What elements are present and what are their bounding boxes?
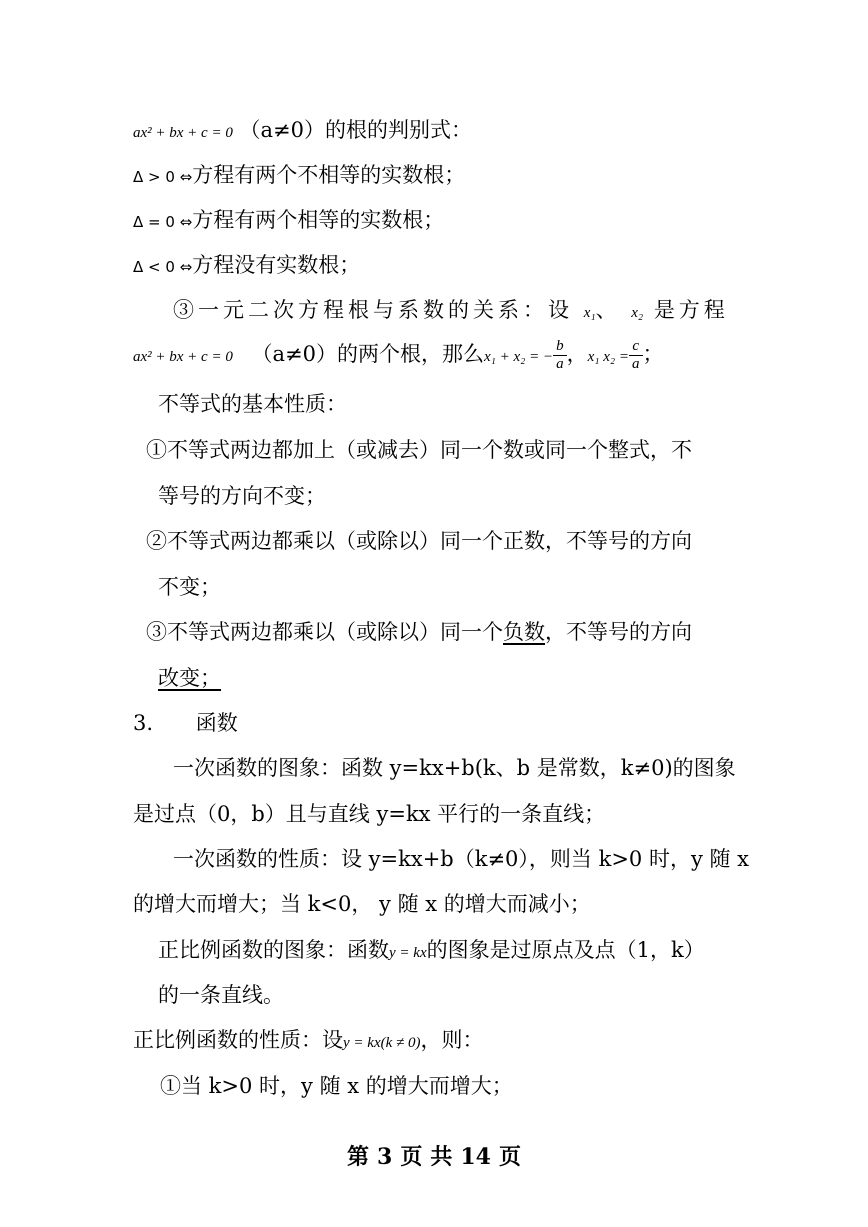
proportional-property-1: ①当 k>0 时，y 随 x 的增大而增大；: [160, 1074, 513, 1098]
underlined-negative: 负数: [503, 620, 545, 644]
linear-graph: 一次函数的图象：函数 y=kx+b(k、b 是常数，k≠0)的图象: [173, 756, 736, 780]
discriminant-intro: [133, 116, 472, 147]
root-x2: x₂: [631, 305, 644, 321]
proportional-property: 正比例函数的性质：设y = kx(k ≠ 0)，则：: [133, 1028, 484, 1052]
vieta-formula: [133, 338, 664, 373]
inequality-rule-2: ②不等式两边都乘以（或除以）同一个正数，不等号的方向: [146, 529, 692, 553]
current-page: 3: [377, 1144, 393, 1170]
fraction-b-over-a: $\frac{b}{a}$: [553, 338, 567, 373]
delta-negative-text: 方程没有实数根；: [192, 253, 361, 277]
section-number: 3.: [133, 711, 154, 735]
delta-positive-text: 方程有两个不相等的实数根；: [192, 163, 466, 187]
vieta-intro-suffix: 是方程: [653, 298, 729, 322]
discriminant-intro-text: （a≠0）的根的判别式：: [239, 118, 473, 142]
delta-negative-math: Δ < 0 ⇔: [133, 258, 193, 276]
inequality-rule-1-cont: 等号的方向不变；: [158, 484, 326, 508]
total-pages: 14: [460, 1144, 491, 1170]
quadratic-equation: ax² + bx + c = 0: [133, 125, 233, 141]
proportional-formula-2: y = kx(k ≠ 0): [343, 1035, 421, 1051]
delta-positive-math: Δ > 0 ⇔: [133, 168, 193, 186]
root-sum: x₁ + x₂ = −: [484, 349, 554, 365]
section-title: 函数: [195, 711, 238, 735]
vieta-comma: ，: [566, 342, 588, 366]
vieta-end: ；: [642, 342, 664, 366]
delta-zero-text: 方程有两个相等的实数根；: [192, 208, 445, 232]
delta-zero: [133, 206, 444, 236]
vieta-intro-text: ③一元二次方程根与系数的关系：设: [173, 298, 573, 322]
inequality-heading: 不等式的基本性质：: [158, 392, 347, 416]
inequality-rule-2-cont: 不变；: [158, 575, 221, 599]
proportional-graph-cont: 的一条直线。: [158, 983, 284, 1007]
section-heading-functions: [133, 709, 238, 737]
linear-graph-cont: 是过点（0，b）且与直线 y=kx 平行的一条直线；: [133, 802, 606, 826]
inequality-rule-3-cont: 改变；: [158, 666, 221, 690]
delta-zero-math: Δ = 0 ⇔: [133, 213, 193, 231]
vieta-intro: [173, 296, 729, 327]
proportional-graph: 正比例函数的图象：函数y = kx的图象是过原点及点（1，k）: [158, 938, 705, 962]
delta-positive: [133, 161, 465, 191]
root-product: x₁ x₂ =: [587, 349, 630, 365]
inequality-rule-1: ①不等式两边都加上（或减去）同一个数或同一个整式，不: [146, 438, 692, 462]
quadratic-equation-2: ax² + bx + c = 0: [133, 349, 233, 365]
page-footer: 第 3 页 共 14 页: [347, 1144, 521, 1170]
linear-property-cont: 的增大而增大；当 k<0， y 随 x 的增大而减小；: [133, 892, 591, 916]
linear-property: 一次函数的性质：设 y=kx+b（k≠0），则当 k>0 时，y 随 x: [173, 847, 750, 871]
vieta-formula-text: （a≠0）的两个根，那么: [251, 342, 485, 366]
delta-negative: [133, 251, 360, 281]
fraction-c-over-a: $\frac{c}{a}$: [629, 338, 643, 373]
root-separator: 、: [595, 298, 621, 322]
inequality-rule-3: ③不等式两边都乘以（或除以）同一个负数，不等号的方向: [146, 620, 692, 644]
proportional-formula: y = kx: [389, 945, 427, 961]
root-x1: x₁: [583, 305, 596, 321]
